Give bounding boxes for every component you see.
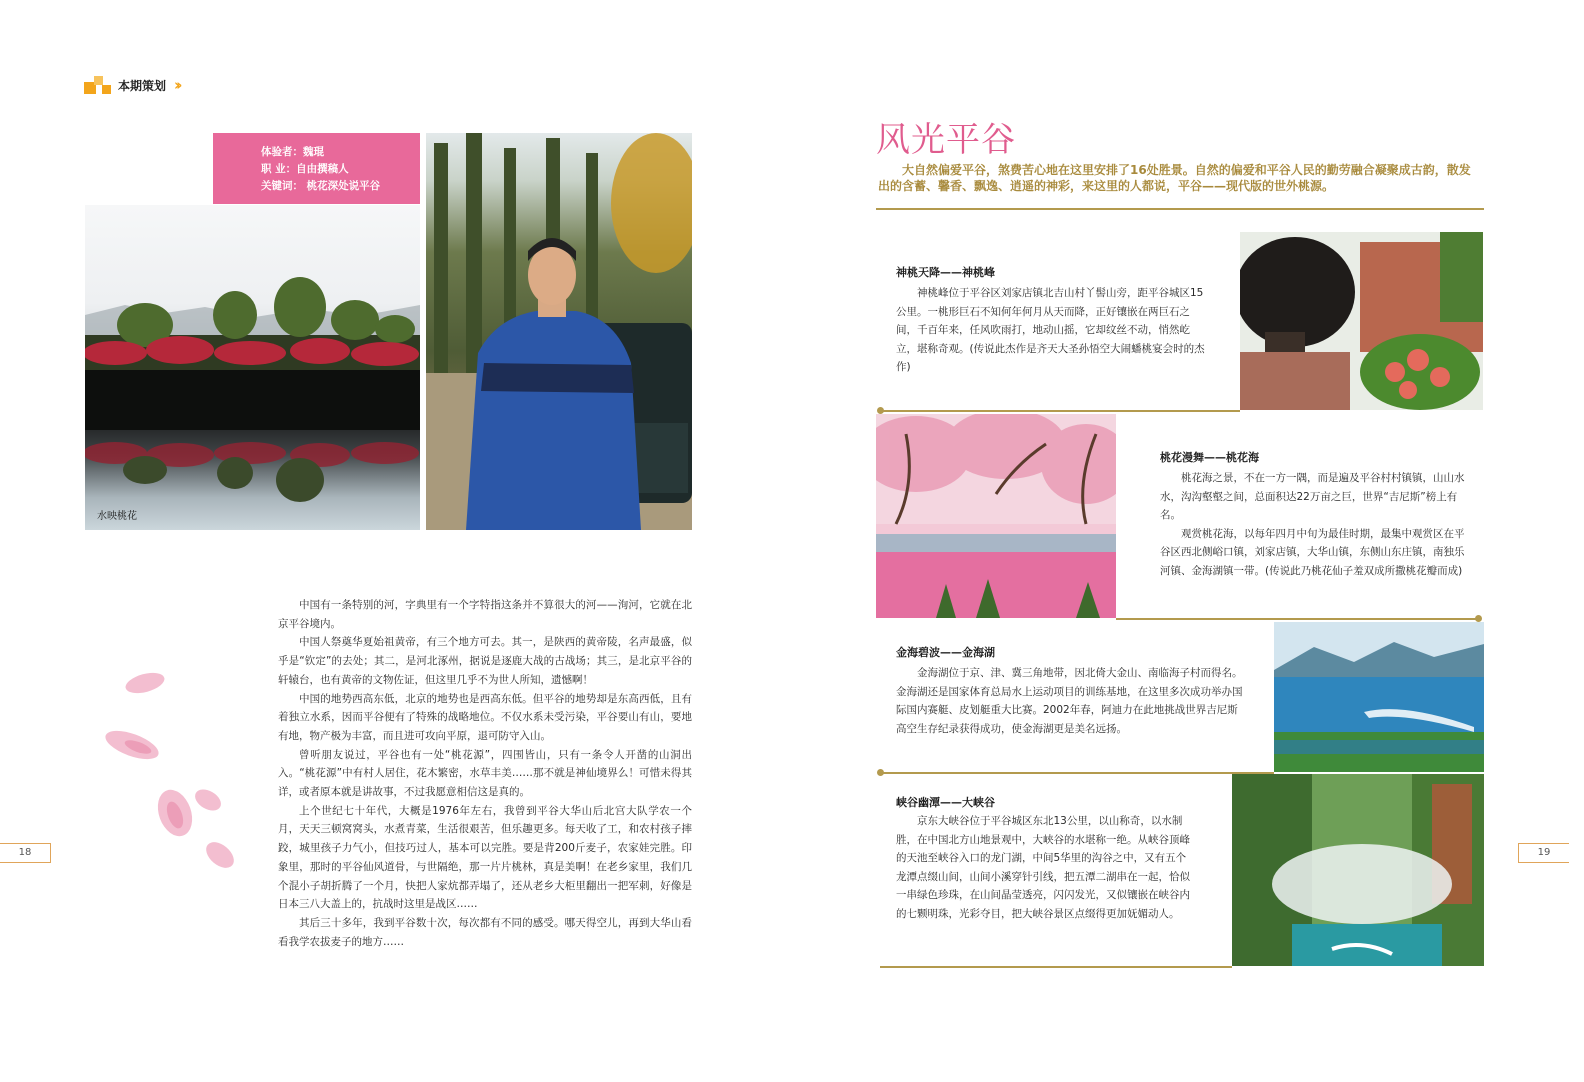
spot-paragraph: 观赏桃花海，以每年四月中旬为最佳时期，最集中观赏区在平谷区西北侧峪口镇，刘家店镇，大华山镇，东侧山东庄镇，南独乐河镇、金海湖镇一带。(传说此乃桃花仙子羞双成所撒桃花瓣而成) [1160, 527, 1465, 577]
divider [880, 966, 1232, 968]
article-body [278, 596, 692, 951]
spot-paragraph: 神桃峰位于平谷区刘家店镇北吉山村丫髻山旁，距平谷城区15公里。一桃形巨石不知何年何月从天而降，正好镶嵌在两巨石之间，千百年来，任风吹雨打，地动山摇，它却纹丝不动，悄然屹立，堪称奇观。(传说此杰作是齐天大圣孙悟空大闹蟠桃宴会时的杰作) [896, 287, 1205, 374]
jinhai-lake-photo [1274, 622, 1484, 772]
page-number-left: 18 [0, 843, 51, 863]
spot-paragraph: 京东大峡谷位于平谷城区东北13公里，以山称奇，以水制胜，在中国北方山地景观中，大峡谷的水堪称一绝。从峡谷顶峰的天池至峡谷入口的龙门湖，中间5华里的沟谷之中，又有五个龙潭点缀山间，山间小溪穿针引线，把五潭二湖串在一起，恰似一串绿色珍珠，在山间晶莹透亮，闪闪发光，又似镶嵌在峡谷内的七颗明珠，光彩夺目，把大峡谷景区点缀得更加妩媚动人。 [896, 815, 1190, 920]
peach-blossom-art [876, 414, 1116, 618]
article-paragraph: 上个世纪七十年代，大概是1976年左右，我曾到平谷大华山后北宫大队学农一个月，天天三顿窝窝头，水煮青菜，生活很艰苦，但乐趣更多。每天收了工，和农村孩子摔跤，城里孩子力气小，但技巧过人，基本可以完胜。要是背200斤麦子，农家娃完胜。印象里，那时的平谷仙风道骨，与世隔绝，那一片片桃林，真是美啊！在老乡家里，我们几个混小子胡折腾了一个月，快把人家炕都弄塌了，还从老乡大柜里翻出一把军刺，好像是日本三八大盖上的，抗战时这里是战区…… [278, 804, 692, 911]
spot-title: 金海碧波——金海湖 [896, 646, 995, 659]
article-paragraph: 中国有一条特别的河，字典里有一个字特指这条并不算很大的河——洵河，它就在北京平谷境内。 [278, 599, 692, 630]
author-portrait-photo [426, 133, 692, 530]
spot-title: 神桃天降——神桃峰 [896, 266, 995, 279]
article-paragraph: 曾听朋友说过，平谷也有一处“桃花源”，四围皆山，只有一条令人开凿的山洞出入。“桃花源”中有村人居住，花木繁密，水草丰美……那不就是神仙境界么！可惜未得其详，或者原本就是讲故事，不过我愿意相信这是真的。 [278, 748, 692, 799]
double-chevron-right-icon: ›› [174, 76, 179, 94]
photo-caption: 水映桃花 [97, 511, 137, 522]
author-line: 体验者：魏琨 [261, 146, 324, 158]
divider [880, 410, 1240, 412]
peach-blossom-sea-photo [876, 414, 1116, 618]
divider [880, 772, 1274, 774]
section-tag-icon [84, 76, 112, 94]
lake-peach-blossom-photo [85, 205, 420, 530]
keyword-line: 关键词： 桃花深处说平谷 [261, 180, 381, 192]
lake-photo-art [85, 205, 420, 530]
spot-paragraph: 金海湖位于京、津、冀三角地带，因北倚大金山、南临海子村而得名。金海湖还是国家体育总局水上运动项目的训练基地，在这里多次成功举办国际国内赛艇、皮划艇重大比赛。2002年春，阿迪力在此地挑战世界吉尼斯高空生存纪录获得成功，使金海湖更是美名远扬。 [896, 667, 1243, 735]
grand-canyon-art [1232, 774, 1484, 966]
spot-description [896, 812, 1196, 924]
shentao-peak-art [1240, 232, 1483, 410]
spot-title: 桃花漫舞——桃花海 [1160, 451, 1259, 464]
section-tag [84, 74, 178, 96]
jinhai-lake-art [1274, 622, 1484, 772]
portrait-art [426, 133, 692, 530]
article-paragraph: 中国的地势西高东低，北京的地势也是西高东低。但平谷的地势却是东高西低，且有着独立水系，因而平谷便有了特殊的战略地位。不仅水系未受污染，平谷要山有山，要地有地，物产极为丰富，而且进可攻向平原，退可防守入山。 [278, 692, 692, 742]
spot-description [896, 664, 1246, 738]
intro-text: 大自然偏爱平谷，煞费苦心地在这里安排了16处胜景。自然的偏爱和平谷人民的勤劳融合凝聚成古韵，散发出的含蓄、馨香、飘逸、逍遥的神彩，来这里的人都说，平谷——现代版的世外桃源。 [878, 163, 1471, 193]
section-tag-label: 本期策划 [118, 78, 167, 93]
divider-dot [877, 769, 884, 776]
spot-title: 峡谷幽潭——大峡谷 [896, 796, 995, 809]
spot-paragraph: 桃花海之景，不在一方一隅，而是遍及平谷村村镇镇，山山水水，沟沟壑壑之间，总面积达22万亩之巨，世界“吉尼斯”榜上有名。 [1160, 472, 1465, 522]
grand-canyon-photo [1232, 774, 1484, 966]
divider-dot [877, 407, 884, 414]
divider-dot [1475, 615, 1482, 622]
article-paragraph: 中国人祭奠华夏始祖黄帝，有三个地方可去。其一，是陕西的黄帝陵，名声最盛，似乎是“钦定”的去处；其二，是河北涿州，据说是逐鹿大战的古战场；其三，是北京平谷的轩辕台，也有黄帝的文物佐证，但这里几乎不为世人所知，遗憾啊！ [278, 636, 692, 686]
shentao-peak-photo [1240, 232, 1483, 410]
petals-decoration [100, 665, 250, 875]
spot-description [1160, 469, 1474, 581]
divider [876, 208, 1484, 210]
occupation-line: 职 业：自由撰稿人 [261, 163, 349, 175]
article-paragraph: 其后三十多年，我到平谷数十次，每次都有不同的感受。哪天得空儿，再到大华山看看我学农拔麦子的地方…… [278, 916, 692, 948]
author-info-box [213, 133, 420, 204]
divider [1116, 618, 1478, 620]
page-title: 风光平谷 [876, 120, 1016, 160]
page-number-right: 19 [1518, 843, 1569, 863]
spot-description [896, 284, 1206, 377]
